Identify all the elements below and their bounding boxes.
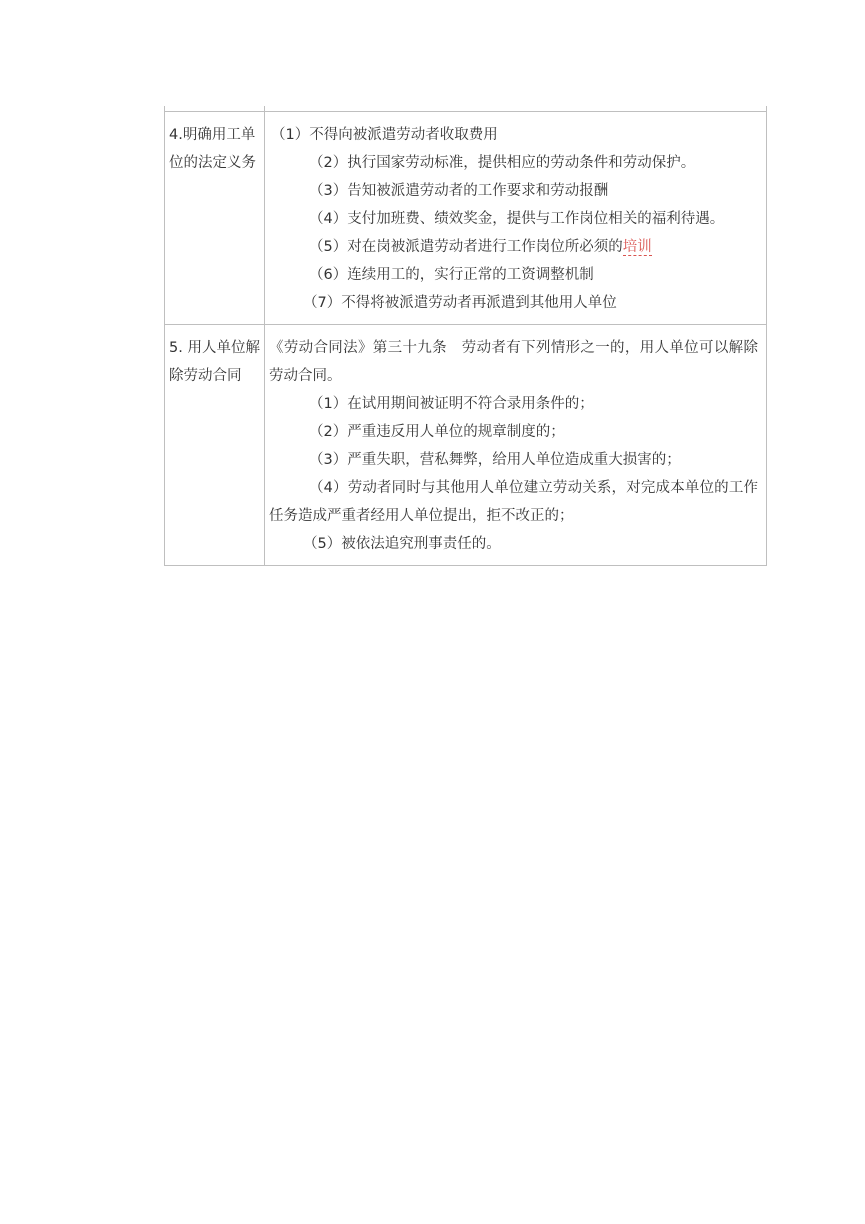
list-item: （5）被依法追究刑事责任的。 [303,536,501,552]
list-item: （3）严重失职，营私舞弊，给用人单位造成重大损害的； [309,452,681,468]
list-item: （1）在试用期间被证明不符合录用条件的； [309,396,594,412]
row-label: 4.明确用工单位的法定义务 [169,127,256,171]
list-item: （7）不得将被派遣劳动者再派遣到其他用人单位 [303,295,617,311]
list-item: （4）支付加班费、绩效奖金，提供与工作岗位相关的福利待遇。 [309,211,725,227]
list-item: （2）执行国家劳动标准，提供相应的劳动条件和劳动保护。 [309,155,696,171]
list-item: （6）连续用工的，实行正常的工资调整机制 [309,267,594,283]
row-label-cell [165,325,265,566]
table-row [165,112,767,325]
list-item [269,233,758,261]
row-label: 5. 用人单位解除劳动合同 [169,340,260,384]
row-label-cell [165,112,265,325]
list-item: （2）严重违反用人单位的规章制度的； [309,424,565,440]
list-item-text: （5）对在岗被派遣劳动者进行工作岗位所必须的 [309,239,623,255]
training-link[interactable]: 培训 [622,239,652,255]
row-content-cell [265,325,767,566]
paragraph-intro: 《劳动合同法》第三十九条 劳动者有下列情形之一的，用人单位可以解除劳动合同。 [269,340,758,384]
list-item: （1）不得向被派遣劳动者收取费用 [271,127,498,143]
row-content-cell [265,112,767,325]
document-table [164,106,767,566]
table-row [165,325,767,566]
list-item: （4）劳动者同时与其他用人单位建立劳动关系，对完成本单位的工作任务造成严重者经用人单位提出，拒不改正的； [269,480,758,524]
list-item: （3）告知被派遣劳动者的工作要求和劳动报酬 [309,183,609,199]
